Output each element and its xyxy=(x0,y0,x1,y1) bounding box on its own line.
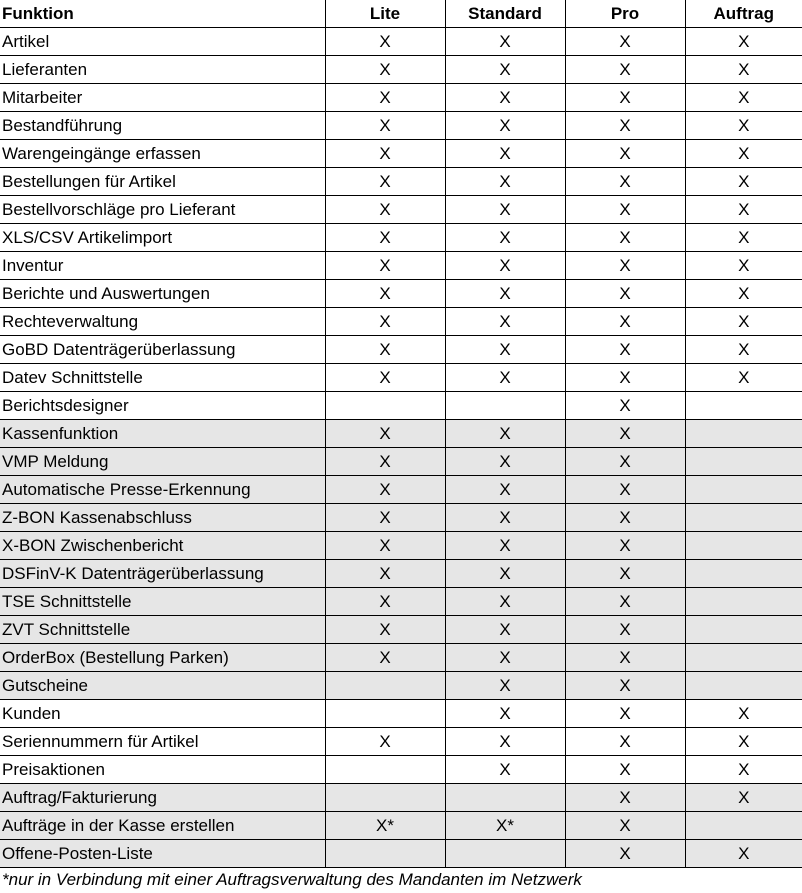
cell-lite xyxy=(325,392,445,420)
feature-name: Berichtsdesigner xyxy=(0,392,325,420)
cell-auftrag xyxy=(685,448,802,476)
table-row xyxy=(0,644,802,672)
cell-lite: X xyxy=(325,112,445,140)
cell-standard: X xyxy=(445,168,565,196)
cell-lite: X xyxy=(325,644,445,672)
table-row xyxy=(0,420,802,448)
footnote: *nur in Verbindung mit einer Auftragsverwaltung des Mandanten im Netzwerk xyxy=(2,870,582,889)
cell-standard: X* xyxy=(445,812,565,840)
cell-pro: X xyxy=(565,784,685,812)
cell-pro: X xyxy=(565,224,685,252)
table-row xyxy=(0,560,802,588)
cell-lite: X xyxy=(325,420,445,448)
cell-auftrag xyxy=(685,560,802,588)
table-row xyxy=(0,168,802,196)
cell-lite: X xyxy=(325,616,445,644)
table-row xyxy=(0,140,802,168)
cell-pro: X xyxy=(565,728,685,756)
cell-standard: X xyxy=(445,112,565,140)
feature-name: ZVT Schnittstelle xyxy=(0,616,325,644)
cell-standard: X xyxy=(445,700,565,728)
cell-standard: X xyxy=(445,84,565,112)
cell-auftrag: X xyxy=(685,700,802,728)
table-row xyxy=(0,476,802,504)
cell-lite xyxy=(325,756,445,784)
cell-lite: X xyxy=(325,196,445,224)
feature-name: Offene-Posten-Liste xyxy=(0,840,325,868)
cell-auftrag: X xyxy=(685,252,802,280)
cell-lite: X xyxy=(325,532,445,560)
table-row xyxy=(0,56,802,84)
cell-pro: X xyxy=(565,280,685,308)
feature-name: OrderBox (Bestellung Parken) xyxy=(0,644,325,672)
cell-standard: X xyxy=(445,560,565,588)
table-row xyxy=(0,588,802,616)
table-row xyxy=(0,196,802,224)
cell-pro: X xyxy=(565,588,685,616)
feature-name: Aufträge in der Kasse erstellen xyxy=(0,812,325,840)
cell-lite xyxy=(325,840,445,868)
feature-name: TSE Schnittstelle xyxy=(0,588,325,616)
cell-pro: X xyxy=(565,476,685,504)
cell-pro: X xyxy=(565,448,685,476)
cell-standard: X xyxy=(445,672,565,700)
cell-standard: X xyxy=(445,28,565,56)
cell-pro: X xyxy=(565,364,685,392)
feature-name: Lieferanten xyxy=(0,56,325,84)
cell-pro: X xyxy=(565,420,685,448)
feature-name: Rechteverwaltung xyxy=(0,308,325,336)
cell-lite: X xyxy=(325,364,445,392)
table-row xyxy=(0,448,802,476)
cell-standard: X xyxy=(445,616,565,644)
cell-auftrag: X xyxy=(685,784,802,812)
cell-standard: X xyxy=(445,280,565,308)
cell-lite: X xyxy=(325,728,445,756)
cell-lite: X xyxy=(325,168,445,196)
cell-auftrag: X xyxy=(685,364,802,392)
feature-name: Z-BON Kassenabschluss xyxy=(0,504,325,532)
cell-lite: X xyxy=(325,84,445,112)
cell-auftrag: X xyxy=(685,840,802,868)
cell-pro: X xyxy=(565,28,685,56)
cell-lite: X xyxy=(325,504,445,532)
table-row xyxy=(0,364,802,392)
cell-standard: X xyxy=(445,196,565,224)
cell-auftrag xyxy=(685,812,802,840)
cell-standard: X xyxy=(445,644,565,672)
feature-name: Kassenfunktion xyxy=(0,420,325,448)
table-row xyxy=(0,616,802,644)
feature-name: Gutscheine xyxy=(0,672,325,700)
feature-name: DSFinV-K Datenträgerüberlassung xyxy=(0,560,325,588)
header-pro: Pro xyxy=(565,0,685,28)
cell-standard: X xyxy=(445,252,565,280)
cell-standard: X xyxy=(445,420,565,448)
cell-lite: X xyxy=(325,280,445,308)
cell-lite: X xyxy=(325,336,445,364)
feature-name: Auftrag/Fakturierung xyxy=(0,784,325,812)
feature-name: Automatische Presse-Erkennung xyxy=(0,476,325,504)
cell-pro: X xyxy=(565,560,685,588)
cell-standard: X xyxy=(445,308,565,336)
feature-name: Mitarbeiter xyxy=(0,84,325,112)
cell-pro: X xyxy=(565,112,685,140)
cell-lite: X xyxy=(325,224,445,252)
cell-pro: X xyxy=(565,700,685,728)
feature-name: Bestellungen für Artikel xyxy=(0,168,325,196)
cell-standard: X xyxy=(445,588,565,616)
cell-standard: X xyxy=(445,448,565,476)
cell-auftrag xyxy=(685,588,802,616)
cell-pro: X xyxy=(565,84,685,112)
cell-pro: X xyxy=(565,336,685,364)
header-standard: Standard xyxy=(445,0,565,28)
feature-name: Bestellvorschläge pro Lieferant xyxy=(0,196,325,224)
cell-auftrag xyxy=(685,644,802,672)
cell-auftrag: X xyxy=(685,28,802,56)
cell-pro: X xyxy=(565,252,685,280)
cell-auftrag: X xyxy=(685,728,802,756)
table-row xyxy=(0,224,802,252)
feature-name: Artikel xyxy=(0,28,325,56)
cell-standard xyxy=(445,840,565,868)
table-row xyxy=(0,252,802,280)
cell-auftrag: X xyxy=(685,336,802,364)
cell-auftrag: X xyxy=(685,224,802,252)
cell-auftrag xyxy=(685,476,802,504)
table-row xyxy=(0,504,802,532)
cell-lite: X xyxy=(325,56,445,84)
cell-pro: X xyxy=(565,532,685,560)
feature-name: VMP Meldung xyxy=(0,448,325,476)
cell-lite: X xyxy=(325,308,445,336)
table-row xyxy=(0,700,802,728)
table-row xyxy=(0,840,802,868)
cell-standard: X xyxy=(445,336,565,364)
cell-pro: X xyxy=(565,168,685,196)
cell-pro: X xyxy=(565,392,685,420)
cell-lite xyxy=(325,784,445,812)
cell-lite: X xyxy=(325,560,445,588)
feature-name: X-BON Zwischenbericht xyxy=(0,532,325,560)
cell-pro: X xyxy=(565,504,685,532)
cell-standard: X xyxy=(445,504,565,532)
cell-auftrag: X xyxy=(685,756,802,784)
cell-standard: X xyxy=(445,532,565,560)
header-auftrag: Auftrag xyxy=(685,0,802,28)
cell-auftrag: X xyxy=(685,140,802,168)
table-row xyxy=(0,532,802,560)
cell-auftrag: X xyxy=(685,308,802,336)
cell-lite: X xyxy=(325,448,445,476)
cell-pro: X xyxy=(565,756,685,784)
feature-name: XLS/CSV Artikelimport xyxy=(0,224,325,252)
table-row xyxy=(0,84,802,112)
cell-lite xyxy=(325,700,445,728)
table-body xyxy=(0,28,802,868)
cell-standard: X xyxy=(445,756,565,784)
cell-standard xyxy=(445,784,565,812)
cell-auftrag xyxy=(685,420,802,448)
table-row xyxy=(0,756,802,784)
cell-pro: X xyxy=(565,616,685,644)
cell-standard: X xyxy=(445,224,565,252)
cell-auftrag: X xyxy=(685,196,802,224)
table-row xyxy=(0,812,802,840)
feature-name: Preisaktionen xyxy=(0,756,325,784)
feature-name: Warengeingänge erfassen xyxy=(0,140,325,168)
table-row xyxy=(0,308,802,336)
cell-standard: X xyxy=(445,476,565,504)
cell-lite: X* xyxy=(325,812,445,840)
cell-auftrag xyxy=(685,392,802,420)
header-row xyxy=(0,0,802,28)
table-row xyxy=(0,392,802,420)
table-row xyxy=(0,112,802,140)
feature-name: Datev Schnittstelle xyxy=(0,364,325,392)
cell-pro: X xyxy=(565,644,685,672)
feature-name: Seriennummern für Artikel xyxy=(0,728,325,756)
cell-auftrag: X xyxy=(685,280,802,308)
header-funktion: Funktion xyxy=(0,0,325,28)
feature-name: GoBD Datenträgerüberlassung xyxy=(0,336,325,364)
cell-standard: X xyxy=(445,728,565,756)
cell-auftrag: X xyxy=(685,168,802,196)
cell-auftrag xyxy=(685,532,802,560)
cell-pro: X xyxy=(565,812,685,840)
cell-pro: X xyxy=(565,840,685,868)
cell-auftrag: X xyxy=(685,56,802,84)
table-row xyxy=(0,28,802,56)
cell-lite xyxy=(325,672,445,700)
table-row xyxy=(0,728,802,756)
cell-lite: X xyxy=(325,252,445,280)
header-lite: Lite xyxy=(325,0,445,28)
feature-name: Inventur xyxy=(0,252,325,280)
cell-pro: X xyxy=(565,308,685,336)
cell-lite: X xyxy=(325,476,445,504)
cell-pro: X xyxy=(565,140,685,168)
feature-name: Bestandführung xyxy=(0,112,325,140)
cell-standard: X xyxy=(445,56,565,84)
table-row xyxy=(0,280,802,308)
cell-pro: X xyxy=(565,672,685,700)
feature-name: Berichte und Auswertungen xyxy=(0,280,325,308)
cell-standard: X xyxy=(445,364,565,392)
cell-auftrag xyxy=(685,616,802,644)
cell-lite: X xyxy=(325,140,445,168)
feature-name: Kunden xyxy=(0,700,325,728)
cell-pro: X xyxy=(565,56,685,84)
cell-pro: X xyxy=(565,196,685,224)
table-row xyxy=(0,336,802,364)
cell-standard: X xyxy=(445,140,565,168)
cell-lite: X xyxy=(325,28,445,56)
cell-standard xyxy=(445,392,565,420)
cell-lite: X xyxy=(325,588,445,616)
cell-auftrag xyxy=(685,504,802,532)
cell-auftrag: X xyxy=(685,84,802,112)
cell-auftrag xyxy=(685,672,802,700)
table-row xyxy=(0,784,802,812)
table-row xyxy=(0,672,802,700)
cell-auftrag: X xyxy=(685,112,802,140)
